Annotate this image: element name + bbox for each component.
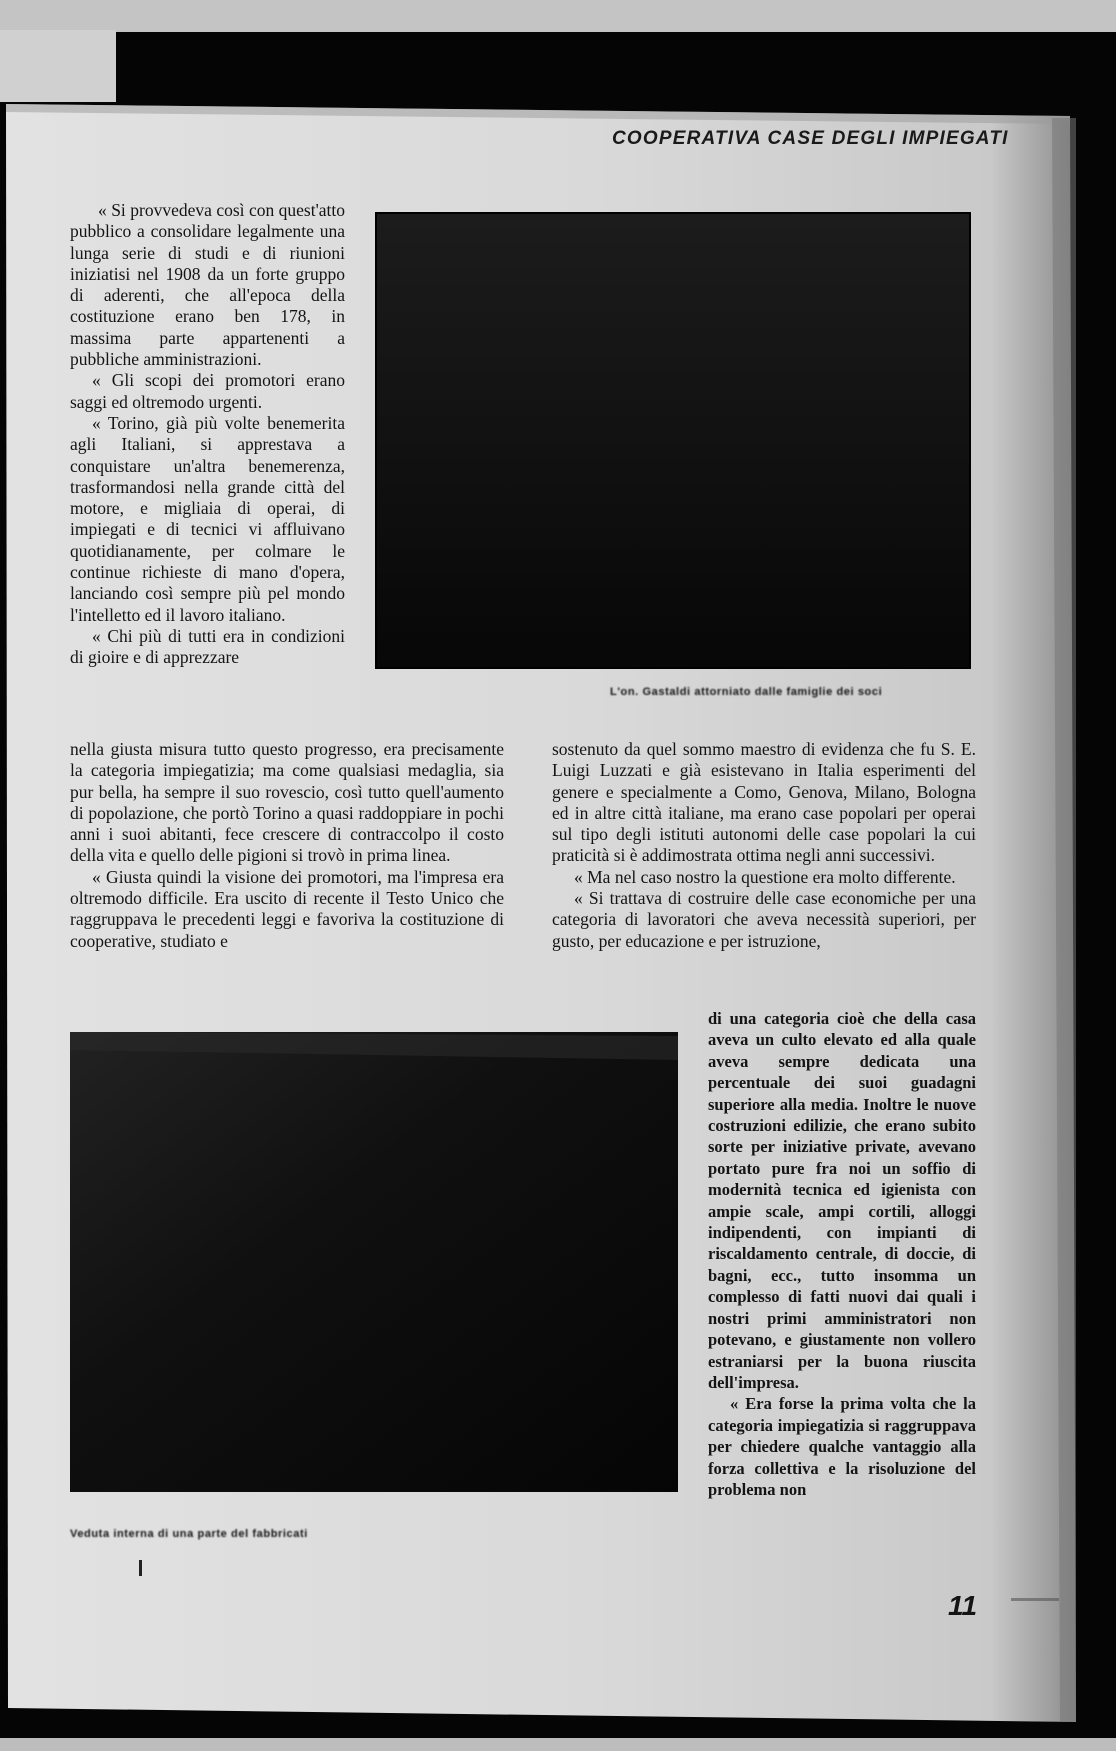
running-header: COOPERATIVA CASE DEGLI IMPIEGATI bbox=[612, 128, 1009, 149]
paragraph: « Giusta quindi la visione dei promotori, ma l'impresa era oltremodo difficile. Era uscito di recente il Testo Unico che raggruppava le precedenti leggi e favoriva la costituzione di cooperative, studiato e bbox=[70, 866, 504, 951]
paragraph: « Gli scopi dei promotori erano saggi ed oltremodo urgenti. bbox=[70, 370, 345, 412]
page-number: 11 bbox=[948, 1590, 978, 1621]
paragraph: « Era forse la prima volta che la categoria impiegatizia si raggruppava per chiedere qualche vantaggio alla forza collettiva e la risoluzione del problema non bbox=[708, 1394, 976, 1499]
paragraph: « Chi più di tutti era in condizioni di gioire e di apprezzare bbox=[70, 625, 345, 668]
paragraph: sostenuto da quel sommo maestro di evidenza che fu S. E. Luigi Luzzati e già esistevano in Italia esperimenti del genere e specialmente a Como, Genova, Milano, Bologna ed in altre città italiane, ma erano case popolari per operai sul tipo degli istituti autonomi delle case popolari la cui praticità si è addimostrata ottima negli anni successivi. bbox=[552, 739, 976, 866]
paragraph: nella giusta misura tutto questo progresso, era precisamente la categoria impiegatizia; ma come qualsiasi medaglia, sia pur bella, ha sempre il suo rovescio, così tutto quell'aumento di popolazione, che portò Torino a quasi raddoppiare in pochi anni i suoi abitanti, fece crescere di contraccolpo il costo della vita e quello delle pigioni si trovò in prima linea. bbox=[70, 739, 504, 866]
paragraph: « Si provvedeva così con quest'atto pubblico a consolidare legalmente una lunga serie di studi e di riunioni iniziatisi nel 1908 da un forte gruppo di aderenti, che all'epoca della costituzione erano ben 178, in massima parte appartenenti a pubbliche amministrazioni. bbox=[70, 200, 345, 370]
narrow-right-column-text bbox=[708, 1008, 976, 1500]
paragraph: « Ma nel caso nostro la questione era molto differente. bbox=[574, 866, 956, 887]
right-column-text bbox=[552, 739, 976, 952]
photo-caption-top: L'on. Gastaldi attorniato dalle famiglie dei soci bbox=[610, 686, 883, 698]
paragraph: di una categoria cioè che della casa aveva un culto elevato ed alla quale aveva sempre dedicata una percentuale dei suoi guadagni superiore alla media. Inoltre le nuove costruzioni edilizie, che erano subito sorte per iniziative private, avevano portato pure fra noi un soffio di modernità tecnica ed igienista con ampie scale, ampi cortili, alloggi indipendenti, con impianti di riscaldamento centrale, di doccie, di bagni, ecc., tutto insomma un complesso di fatti nuovi dai quali i nostri primi amministratori non potevano, e giustamente non vollero estraniarsi per la buona riuscita dell'impresa. bbox=[708, 1009, 976, 1392]
paragraph: « Torino, già più volte benemerita agli Italiani, si apprestava a conquistare un'altra benemerenza, trasformandosi nella grande città del motore, e migliaia di operai, di impiegati e di tecnici vi affluivano quotidianamente, per colmare le continue richieste di mano d'opera, lanciando così sempre più pel mondo l'intelletto ed il lavoro italiano. bbox=[70, 412, 345, 625]
paragraph: « Si trattava di costruire delle case economiche per una categoria di lavoratori che aveva necessità superiori, per gusto, per educazione e per istruzione, bbox=[552, 888, 976, 951]
left-column-text bbox=[70, 200, 345, 669]
left-wide-text bbox=[70, 739, 504, 952]
photo-caption-bottom: Veduta interna di una parte del fabbricati bbox=[70, 1528, 308, 1540]
